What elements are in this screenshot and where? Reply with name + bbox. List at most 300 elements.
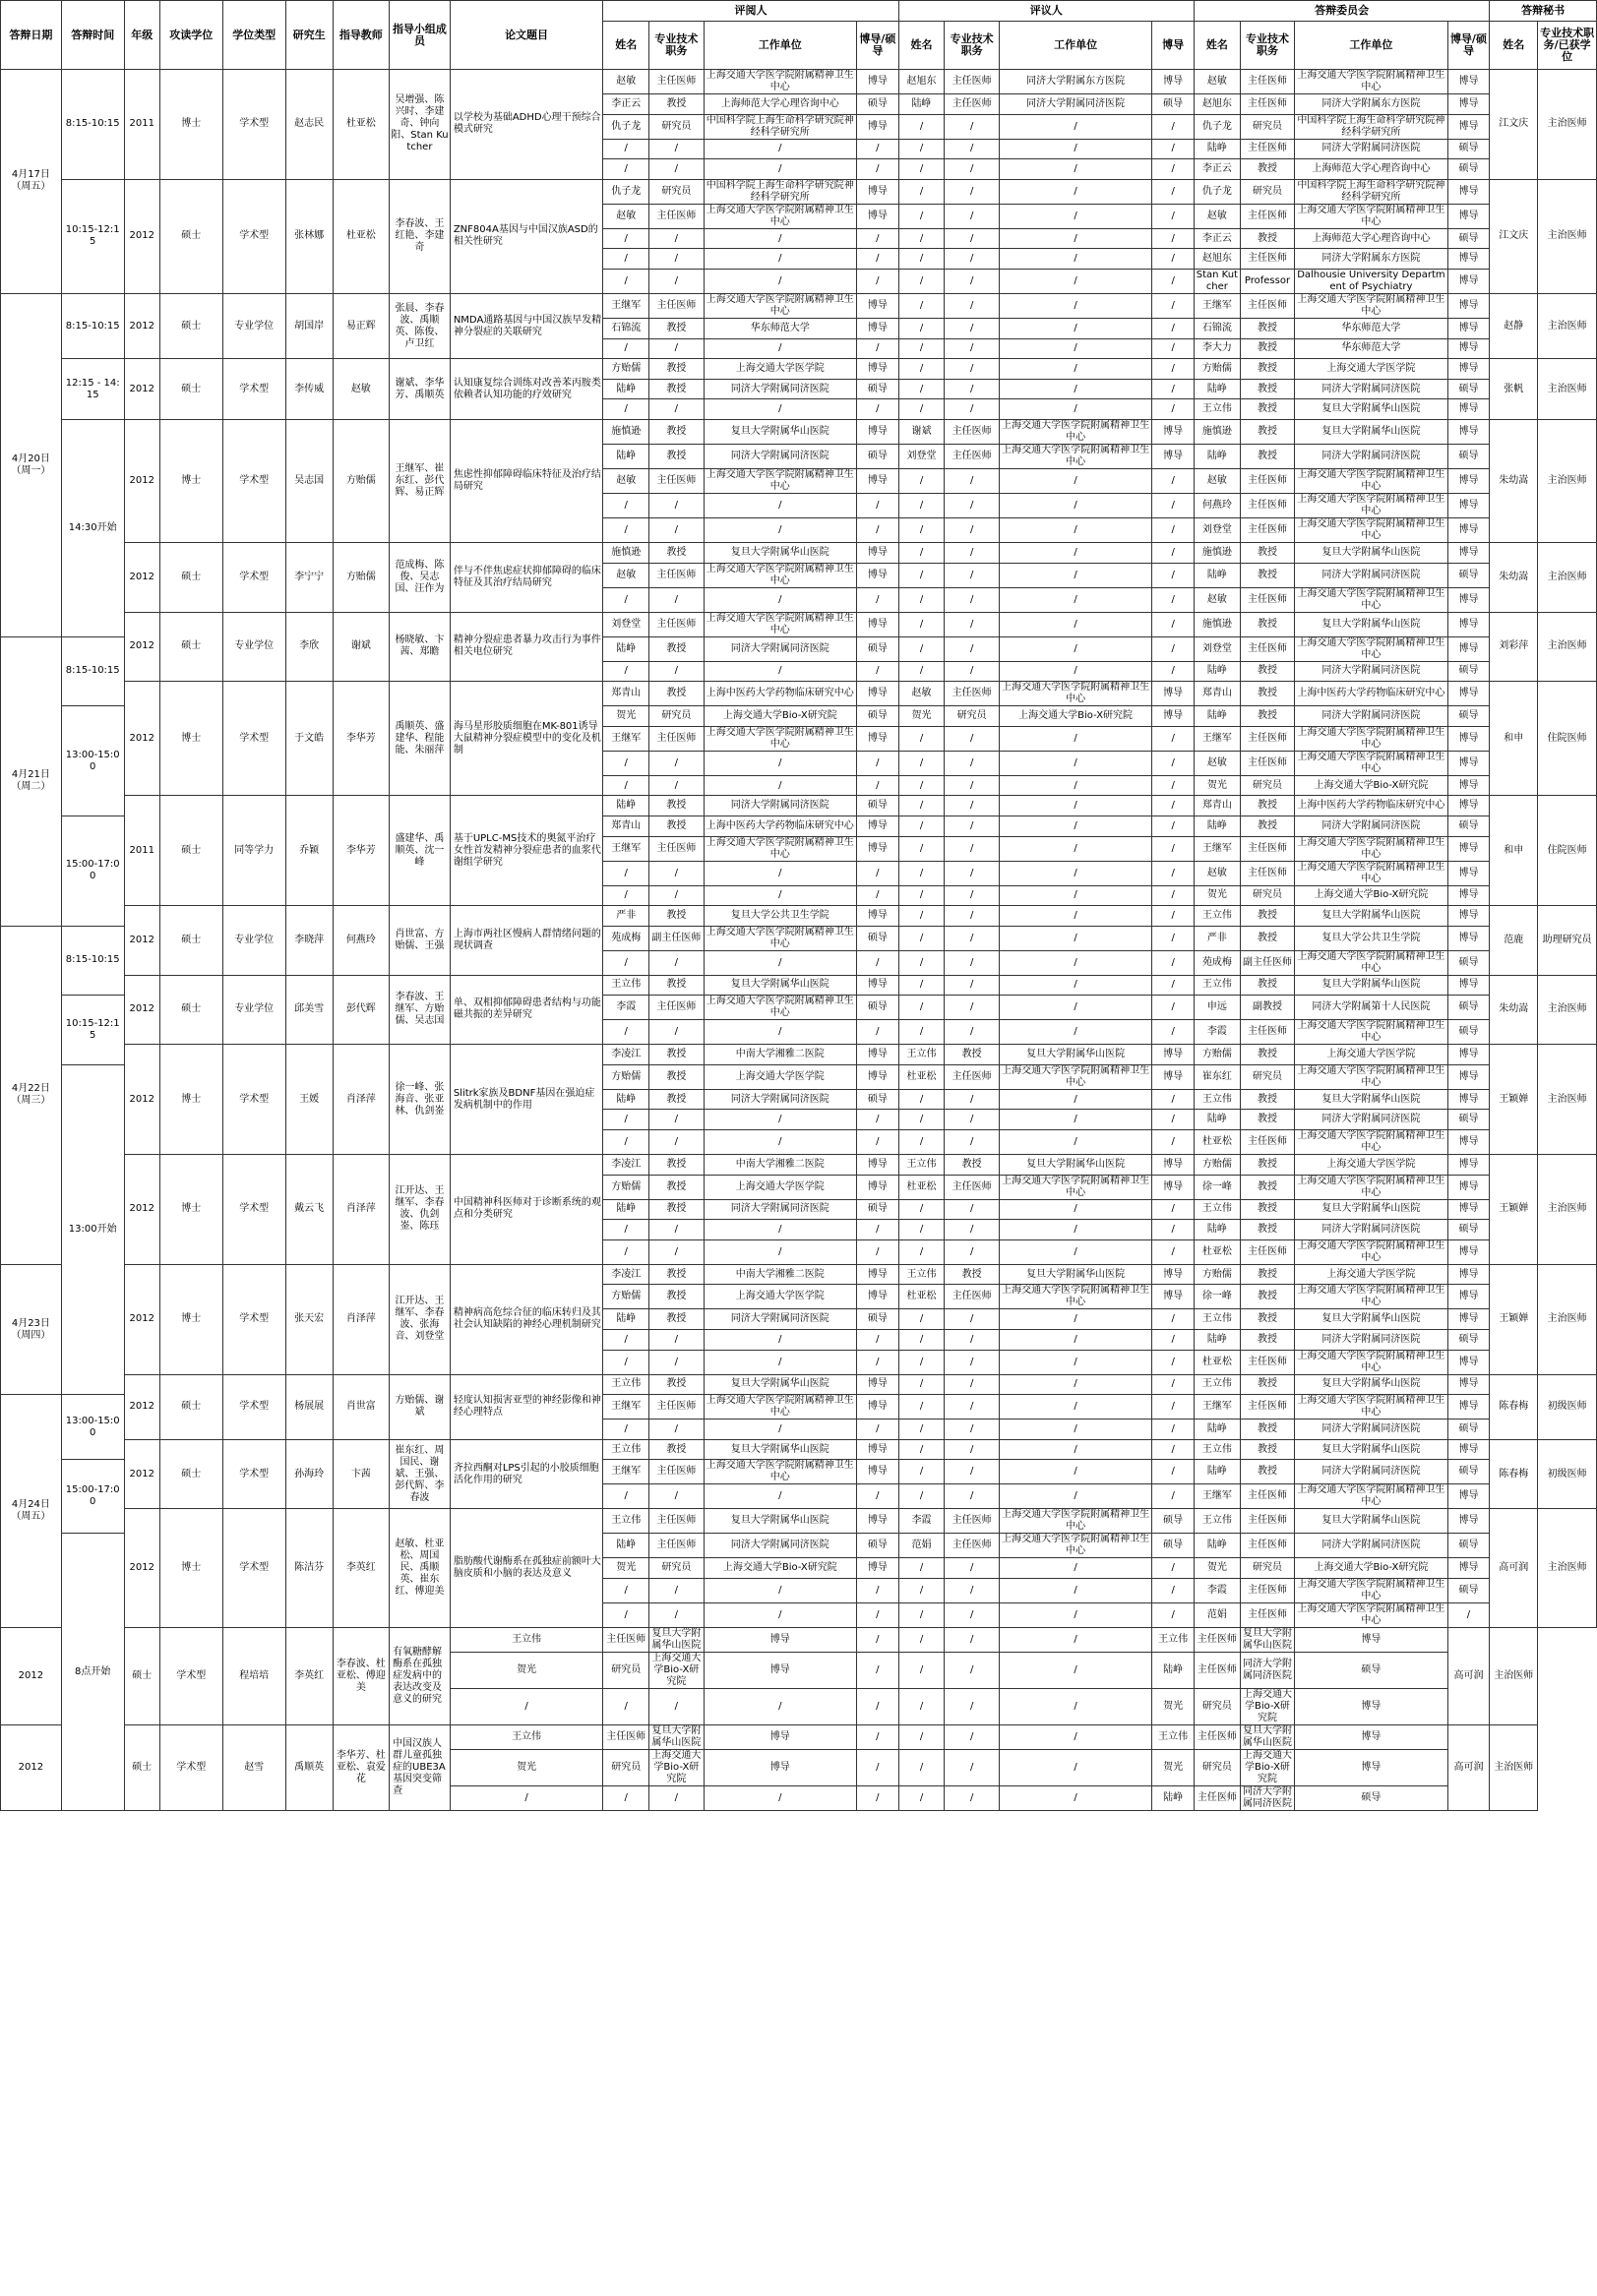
- discussant-unit: /: [999, 1309, 1151, 1330]
- committee-unit: 上海交通大学医学院附属精神卫生中心: [1295, 1175, 1447, 1199]
- discussant-unit: /: [999, 1420, 1151, 1440]
- reviewer-rank: 教授: [649, 318, 704, 338]
- reviewer-unit: /: [704, 885, 856, 906]
- defense-title: Slitrk家族及BDNF基因在强迫症发病机制中的作用: [450, 1045, 602, 1155]
- reviewer-name: /: [603, 1603, 649, 1628]
- discussant-name: /: [898, 1330, 945, 1351]
- committee-sup: 博导: [1447, 1130, 1490, 1155]
- secretary-rank: 助理研究员: [1538, 906, 1597, 976]
- reviewer-sup: /: [857, 249, 899, 270]
- reviewer-sup: 博导: [857, 542, 899, 563]
- discussant-name: /: [898, 293, 945, 318]
- reviewer-name: 仇子龙: [603, 114, 649, 139]
- reviewer-sup: 博导: [857, 204, 899, 228]
- committee-unit: 同济大学附属东方医院: [1295, 94, 1447, 115]
- discussant-unit: 上海交通大学医学院附属精神卫生中心: [999, 1064, 1151, 1089]
- committee-rank: 教授: [1240, 1420, 1294, 1440]
- reviewer-name: 仇子龙: [603, 179, 649, 204]
- discussant-sup: /: [1152, 379, 1195, 399]
- committee-sup: 博导: [1447, 468, 1490, 493]
- committee-unit: 中国科学院上海生命科学研究院神经科学研究所: [1295, 179, 1447, 204]
- discussant-sup: 博导: [1152, 1264, 1195, 1285]
- secretary-name: 赵静: [1490, 293, 1538, 358]
- reviewer-unit: /: [704, 1130, 856, 1155]
- defense-type: 学术型: [222, 542, 285, 612]
- discussant-name: 李霞: [898, 1509, 945, 1534]
- reviewer-name: 陆峥: [603, 636, 649, 661]
- group-reviewers: 评阅人: [603, 1, 898, 22]
- discussant-name: /: [898, 204, 945, 228]
- secretary-rank: 住院医师: [1538, 682, 1597, 796]
- committee-sup: 硕导: [1447, 706, 1490, 727]
- discussant-rank: 教授: [945, 1045, 999, 1065]
- defense-title: 有氧糖酵解酶系在孤独症发病中的表达改变及意义的研究: [390, 1628, 451, 1725]
- committee-name: 王继军: [1194, 726, 1240, 751]
- committee-name: 苑成梅: [1194, 950, 1240, 975]
- col-reviewer-rank: 专业技术职务: [649, 22, 704, 70]
- discussant-sup: /: [1152, 1199, 1195, 1220]
- reviewer-unit: 上海交通大学医学院附属精神卫生中心: [704, 1460, 856, 1484]
- committee-name: 李霞: [1194, 1579, 1240, 1603]
- reviewer-sup: 硕导: [857, 996, 899, 1020]
- discussant-rank: /: [945, 1420, 999, 1440]
- discussant-rank: /: [898, 1653, 945, 1689]
- defense-advisor: 杜亚松: [333, 70, 390, 180]
- committee-sup: 博导: [1447, 751, 1490, 775]
- committee-sup: 博导: [1447, 1439, 1490, 1460]
- committee-rank: 教授: [1240, 542, 1294, 563]
- col-type: 学位类型: [222, 1, 285, 70]
- reviewer-sup: 博导: [857, 468, 899, 493]
- defense-student: 于文皓: [285, 682, 333, 796]
- defense-title: 伴与不伴焦虑症状抑郁障碍的临床特征及其治疗结局研究: [450, 542, 602, 612]
- discussant-sup: /: [1152, 468, 1195, 493]
- committee-sup: 博导: [1447, 542, 1490, 563]
- committee-name: 李正云: [1194, 159, 1240, 180]
- date-cell: 4月24日（周五）: [1, 1395, 62, 1628]
- defense-student: 孙海玲: [285, 1439, 333, 1509]
- discussant-name: /: [898, 661, 945, 682]
- reviewer-rank: 主任医师: [649, 726, 704, 751]
- committee-sup: 博导: [1295, 1750, 1447, 1786]
- committee-unit: 复旦大学附属华山医院: [1295, 1309, 1447, 1330]
- defense-title: 焦虑性抑郁障碍临床特征及治疗结局研究: [450, 419, 602, 542]
- reviewer-unit: 中南大学湘雅二医院: [704, 1045, 856, 1065]
- reviewer-sup: 博导: [857, 1558, 899, 1579]
- discussant-name: /: [898, 587, 945, 612]
- table-row: [1, 682, 1597, 706]
- col-discussant-name: 姓名: [898, 22, 945, 70]
- defense-group: 李春波、王红艳、李建奇: [390, 179, 451, 293]
- reviewer-sup: 博导: [857, 563, 899, 587]
- committee-unit: 同济大学附属同济医院: [1295, 139, 1447, 159]
- committee-unit: 上海交通大学医学院附属精神卫生中心: [1295, 1579, 1447, 1603]
- defense-type: 学术型: [222, 1374, 285, 1439]
- committee-unit: 同济大学附属同济医院: [1295, 563, 1447, 587]
- committee-unit: 同济大学附属同济医院: [1295, 1460, 1447, 1484]
- defense-advisor: 易正辉: [333, 293, 390, 358]
- committee-rank: 副主任医师: [1240, 950, 1294, 975]
- discussant-rank: 主任医师: [945, 70, 999, 94]
- reviewer-unit: 上海师范大学心理咨询中心: [704, 94, 856, 115]
- committee-sup: 博导: [1447, 318, 1490, 338]
- col-date: 答辩日期: [1, 1, 62, 70]
- discussant-name: /: [898, 1110, 945, 1130]
- reviewer-name: 贺光: [450, 1750, 602, 1786]
- reviewer-rank: /: [649, 1239, 704, 1264]
- committee-rank: 教授: [1240, 1089, 1294, 1110]
- reviewer-sup: 硕导: [857, 1199, 899, 1220]
- reviewer-sup: 硕导: [857, 636, 899, 661]
- discussant-name: /: [898, 228, 945, 249]
- reviewer-name: 王继军: [603, 1460, 649, 1484]
- defense-degree: 博士: [159, 419, 222, 542]
- discussant-sup: /: [1152, 1089, 1195, 1110]
- reviewer-unit: /: [704, 861, 856, 885]
- reviewer-sup: 博导: [857, 1264, 899, 1285]
- reviewer-name: 赵敏: [603, 204, 649, 228]
- discussant-sup: /: [1152, 751, 1195, 775]
- committee-sup: 博导: [1447, 1045, 1490, 1065]
- discussant-unit: 上海交通大学医学院附属精神卫生中心: [999, 682, 1151, 706]
- defense-group: 赵敏、杜亚松、周国民、禹顺英、崔东红、傅迎美: [390, 1509, 451, 1628]
- defense-type: 学术型: [159, 1725, 222, 1811]
- committee-unit: 上海交通大学医学院附属精神卫生中心: [1295, 468, 1447, 493]
- committee-sup: 博导: [1447, 338, 1490, 359]
- committee-unit: 复旦大学附属华山医院: [1240, 1628, 1294, 1653]
- discussant-sup: /: [1152, 975, 1195, 996]
- discussant-rank: 主任医师: [945, 1285, 999, 1309]
- defense-title: 上海市两社区慢病人群情绪问题的现状调查: [450, 906, 602, 976]
- discussant-unit: 同济大学附属东方医院: [999, 70, 1151, 94]
- reviewer-unit: 复旦大学附属华山医院: [704, 1439, 856, 1460]
- reviewer-sup: 博导: [857, 419, 899, 444]
- defense-year: 2012: [124, 419, 159, 542]
- reviewer-sup: 博导: [857, 1460, 899, 1484]
- discussant-rank: 主任医师: [945, 682, 999, 706]
- committee-rank: 教授: [1240, 706, 1294, 727]
- discussant-rank: /: [898, 1725, 945, 1750]
- reviewer-unit: 上海交通大学医学院: [704, 1175, 856, 1199]
- committee-name: 王立伟: [1194, 1199, 1240, 1220]
- defense-student: 张林娜: [285, 179, 333, 293]
- reviewer-name: /: [603, 885, 649, 906]
- reviewer-unit: /: [704, 493, 856, 517]
- committee-rank: 主任医师: [1240, 1020, 1294, 1045]
- discussant-unit: /: [999, 726, 1151, 751]
- reviewer-name: 陆峥: [603, 379, 649, 399]
- discussant-sup: /: [999, 1725, 1151, 1750]
- committee-rank: 教授: [1240, 399, 1294, 420]
- reviewer-rank: 研究员: [649, 114, 704, 139]
- defense-student: 王媛: [285, 1045, 333, 1155]
- committee-sup: /: [1447, 1603, 1490, 1628]
- discussant-name: /: [898, 1089, 945, 1110]
- reviewer-name: /: [603, 861, 649, 885]
- secretary-name: 陈春梅: [1490, 1374, 1538, 1439]
- committee-unit: 上海交通大学Bio-X研究院: [1295, 775, 1447, 796]
- discussant-unit: /: [999, 399, 1151, 420]
- defense-degree: 博士: [159, 70, 222, 180]
- reviewer-unit: /: [704, 1239, 856, 1264]
- table-row: [1, 906, 1597, 927]
- reviewer-unit: /: [704, 1484, 856, 1509]
- committee-unit: 复旦大学附属华山医院: [1295, 1439, 1447, 1460]
- reviewer-rank: /: [649, 517, 704, 542]
- discussant-name: /: [857, 1628, 899, 1653]
- col-advisor: 指导教师: [333, 1, 390, 70]
- committee-sup: 硕导: [1447, 139, 1490, 159]
- reviewer-name: /: [603, 1110, 649, 1130]
- table-row: [1, 1439, 1597, 1460]
- discussant-rank: /: [945, 249, 999, 270]
- reviewer-unit: 同济大学附属同济医院: [704, 379, 856, 399]
- discussant-sup: /: [1152, 1220, 1195, 1240]
- committee-rank: 主任医师: [1240, 204, 1294, 228]
- reviewer-unit: 上海交通大学医学院: [704, 359, 856, 380]
- secretary-rank: 主治医师: [1538, 293, 1597, 358]
- reviewer-rank: /: [649, 1603, 704, 1628]
- discussant-name: /: [898, 563, 945, 587]
- discussant-name: 赵旭东: [898, 70, 945, 94]
- defense-advisor: 卞茜: [333, 1439, 390, 1509]
- discussant-rank: /: [945, 1330, 999, 1351]
- defense-group: 徐一峰、张海音、张亚林、仇剑崟: [390, 1045, 451, 1155]
- secretary-rank: 初级医师: [1538, 1374, 1597, 1439]
- reviewer-rank: /: [649, 159, 704, 180]
- reviewer-unit: 同济大学附属同济医院: [704, 1199, 856, 1220]
- defense-group: 崔东红、周国民、谢斌、王强、彭代辉、李春波: [390, 1439, 451, 1509]
- secretary-rank: 主治医师: [1538, 1509, 1597, 1628]
- reviewer-name: /: [603, 159, 649, 180]
- committee-sup: 博导: [1447, 1264, 1490, 1285]
- discussant-sup: /: [1152, 359, 1195, 380]
- secretary-name: 江文庆: [1490, 70, 1538, 180]
- discussant-name: /: [898, 1020, 945, 1045]
- discussant-rank: /: [945, 359, 999, 380]
- committee-unit: 同济大学附属同济医院: [1240, 1653, 1294, 1689]
- discussant-name: /: [898, 926, 945, 950]
- discussant-unit: /: [999, 816, 1151, 836]
- reviewer-sup: /: [857, 1330, 899, 1351]
- defense-group: 方贻儒、谢斌: [390, 1374, 451, 1439]
- reviewer-unit: /: [704, 1330, 856, 1351]
- discussant-unit: /: [999, 775, 1151, 796]
- discussant-name: /: [898, 1603, 945, 1628]
- committee-rank: 研究员: [1194, 1750, 1240, 1786]
- committee-rank: 教授: [1240, 1374, 1294, 1395]
- committee-name: 陆峥: [1194, 379, 1240, 399]
- committee-unit: 上海交通大学医学院附属精神卫生中心: [1295, 293, 1447, 318]
- discussant-unit: /: [999, 517, 1151, 542]
- defense-year: 2012: [124, 1509, 159, 1628]
- committee-name: 杜亚松: [1194, 1239, 1240, 1264]
- defense-advisor: 禹顺英: [285, 1725, 333, 1811]
- discussant-name: /: [857, 1689, 899, 1725]
- reviewer-unit: 上海交通大学医学院: [704, 1064, 856, 1089]
- committee-sup: 博导: [1447, 114, 1490, 139]
- secretary-name: 范鹿: [1490, 906, 1538, 976]
- date-cell: 4月20日（周一）: [1, 293, 62, 636]
- committee-unit: 中国科学院上海生命科学研究院神经科学研究所: [1295, 114, 1447, 139]
- reviewer-unit: 复旦大学附属华山医院: [704, 1509, 856, 1534]
- defense-advisor: 李英红: [333, 1509, 390, 1628]
- reviewer-unit: 上海交通大学医学院附属精神卫生中心: [704, 293, 856, 318]
- reviewer-unit: 复旦大学附属华山医院: [704, 975, 856, 996]
- committee-name: 陆峥: [1194, 1460, 1240, 1484]
- defense-title: NMDA通路基因与中国汉族早发精神分裂症的关联研究: [450, 293, 602, 358]
- discussant-name: /: [898, 1484, 945, 1509]
- committee-sup: 博导: [1447, 796, 1490, 816]
- discussant-unit: 上海交通大学医学院附属精神卫生中心: [999, 1534, 1151, 1558]
- committee-sup: 博导: [1447, 682, 1490, 706]
- reviewer-sup: 硕导: [857, 379, 899, 399]
- discussant-rank: /: [945, 885, 999, 906]
- discussant-rank: /: [945, 139, 999, 159]
- defense-student: 李宁宁: [285, 542, 333, 612]
- committee-sup: 硕导: [1447, 1330, 1490, 1351]
- discussant-unit: /: [999, 996, 1151, 1020]
- reviewer-name: 王立伟: [603, 1439, 649, 1460]
- defense-student: 乔颖: [285, 796, 333, 906]
- reviewer-name: /: [603, 399, 649, 420]
- discussant-sup: /: [1152, 1395, 1195, 1420]
- time-cell: 10:15-12:15: [61, 179, 124, 293]
- committee-name: 施慎逊: [1194, 612, 1240, 636]
- table-row: [1, 1155, 1597, 1176]
- col-secretary-name: 姓名: [1490, 22, 1538, 70]
- defense-title: 轻度认知损害亚型的神经影像和神经心理特点: [450, 1374, 602, 1439]
- reviewer-name: 石锦流: [603, 318, 649, 338]
- discussant-name: /: [898, 861, 945, 885]
- committee-name: 王继军: [1194, 1395, 1240, 1420]
- committee-rank: 教授: [1240, 612, 1294, 636]
- reviewer-name: /: [603, 1220, 649, 1240]
- discussant-sup: 博导: [1152, 682, 1195, 706]
- reviewer-sup: /: [857, 269, 899, 293]
- discussant-unit: /: [945, 1750, 999, 1786]
- defense-year: 2011: [124, 70, 159, 180]
- reviewer-rank: 教授: [649, 906, 704, 927]
- committee-name: 王立伟: [1152, 1725, 1195, 1750]
- reviewer-unit: 上海交通大学医学院附属精神卫生中心: [704, 70, 856, 94]
- discussant-name: 贺光: [898, 706, 945, 727]
- committee-rank: 主任医师: [1240, 468, 1294, 493]
- reviewer-rank: 主任医师: [649, 612, 704, 636]
- defense-degree: 硕士: [124, 1725, 159, 1811]
- committee-rank: 研究员: [1240, 775, 1294, 796]
- defense-group: 禹顺英、盛建华、程能能、朱丽萍: [390, 682, 451, 796]
- committee-unit: 复旦大学附属华山医院: [1295, 1509, 1447, 1534]
- discussant-unit: /: [945, 1725, 999, 1750]
- committee-unit: 上海交通大学医学院附属精神卫生中心: [1295, 726, 1447, 751]
- discussant-unit: /: [999, 1089, 1151, 1110]
- reviewer-rank: /: [649, 587, 704, 612]
- defense-type: 学术型: [222, 359, 285, 420]
- committee-unit: 上海师范大学心理咨询中心: [1295, 159, 1447, 180]
- discussant-unit: /: [999, 114, 1151, 139]
- discussant-name: 王立伟: [898, 1264, 945, 1285]
- committee-rank: 主任医师: [1240, 249, 1294, 270]
- committee-sup: 博导: [1447, 885, 1490, 906]
- discussant-name: /: [898, 996, 945, 1020]
- defense-year: 2011: [124, 796, 159, 906]
- defense-student: 戴云飞: [285, 1155, 333, 1265]
- discussant-rank: /: [945, 1395, 999, 1420]
- time-cell: 8:15-10:15: [61, 926, 124, 996]
- committee-unit: 同济大学附属同济医院: [1295, 379, 1447, 399]
- committee-sup: 博导: [1447, 359, 1490, 380]
- reviewer-rank: 教授: [649, 796, 704, 816]
- reviewer-rank: /: [649, 1330, 704, 1351]
- discussant-rank: /: [945, 269, 999, 293]
- discussant-rank: /: [945, 726, 999, 751]
- committee-unit: 同济大学附属同济医院: [1295, 1420, 1447, 1440]
- committee-rank: 教授: [1240, 1264, 1294, 1285]
- reviewer-sup: /: [857, 775, 899, 796]
- committee-name: 王立伟: [1194, 1509, 1240, 1534]
- committee-rank: 教授: [1240, 682, 1294, 706]
- committee-rank: 研究员: [1240, 885, 1294, 906]
- committee-name: 王立伟: [1194, 1309, 1240, 1330]
- reviewer-rank: /: [649, 1020, 704, 1045]
- reviewer-unit: 中国科学院上海生命科学研究院神经科学研究所: [704, 114, 856, 139]
- discussant-sup: 硕导: [1152, 1534, 1195, 1558]
- secretary-rank: 主治医师: [1538, 1155, 1597, 1265]
- discussant-unit: /: [999, 975, 1151, 996]
- discussant-sup: /: [1152, 1130, 1195, 1155]
- defense-degree: 博士: [159, 682, 222, 796]
- discussant-rank: /: [945, 1460, 999, 1484]
- committee-sup: 硕导: [1447, 1020, 1490, 1045]
- reviewer-rank: 教授: [649, 379, 704, 399]
- reviewer-unit: 同济大学附属同济医院: [704, 1534, 856, 1558]
- discussant-unit: /: [999, 1199, 1151, 1220]
- discussant-rank: /: [945, 179, 999, 204]
- reviewer-rank: /: [649, 661, 704, 682]
- committee-rank: 教授: [1240, 1460, 1294, 1484]
- discussant-unit: /: [999, 1130, 1151, 1155]
- committee-rank: 教授: [1240, 563, 1294, 587]
- reviewer-sup: 博导: [704, 1653, 856, 1689]
- committee-name: 石锦流: [1194, 318, 1240, 338]
- discussant-rank: /: [945, 1110, 999, 1130]
- discussant-sup: 博导: [1152, 70, 1195, 94]
- reviewer-sup: 博导: [857, 1175, 899, 1199]
- committee-unit: 华东师范大学: [1295, 338, 1447, 359]
- discussant-sup: /: [1152, 726, 1195, 751]
- defense-title: 基于UPLC-MS技术的奥氮平治疗女性首发精神分裂症患者的血浆代谢组学研究: [450, 796, 602, 906]
- time-cell: 8:15-10:15: [61, 70, 124, 180]
- reviewer-name: 李凌江: [603, 1155, 649, 1176]
- defense-student: 李晓萍: [285, 906, 333, 976]
- discussant-sup: /: [1152, 517, 1195, 542]
- reviewer-unit: 上海交通大学医学院附属精神卫生中心: [704, 926, 856, 950]
- reviewer-rank: 教授: [649, 1064, 704, 1089]
- discussant-sup: 博导: [1152, 1045, 1195, 1065]
- reviewer-name: /: [603, 517, 649, 542]
- defense-year: 2012: [124, 1439, 159, 1509]
- reviewer-name: /: [603, 1020, 649, 1045]
- committee-rank: 主任医师: [1240, 1603, 1294, 1628]
- defense-title: 精神病高危综合征的临床转归及其社会认知缺陷的神经心理机制研究: [450, 1264, 602, 1374]
- reviewer-sup: 博导: [857, 836, 899, 861]
- committee-rank: 教授: [1240, 228, 1294, 249]
- committee-name: 赵敏: [1194, 468, 1240, 493]
- discussant-name: /: [898, 359, 945, 380]
- committee-sup: 博导: [1447, 636, 1490, 661]
- discussant-rank: 主任医师: [945, 419, 999, 444]
